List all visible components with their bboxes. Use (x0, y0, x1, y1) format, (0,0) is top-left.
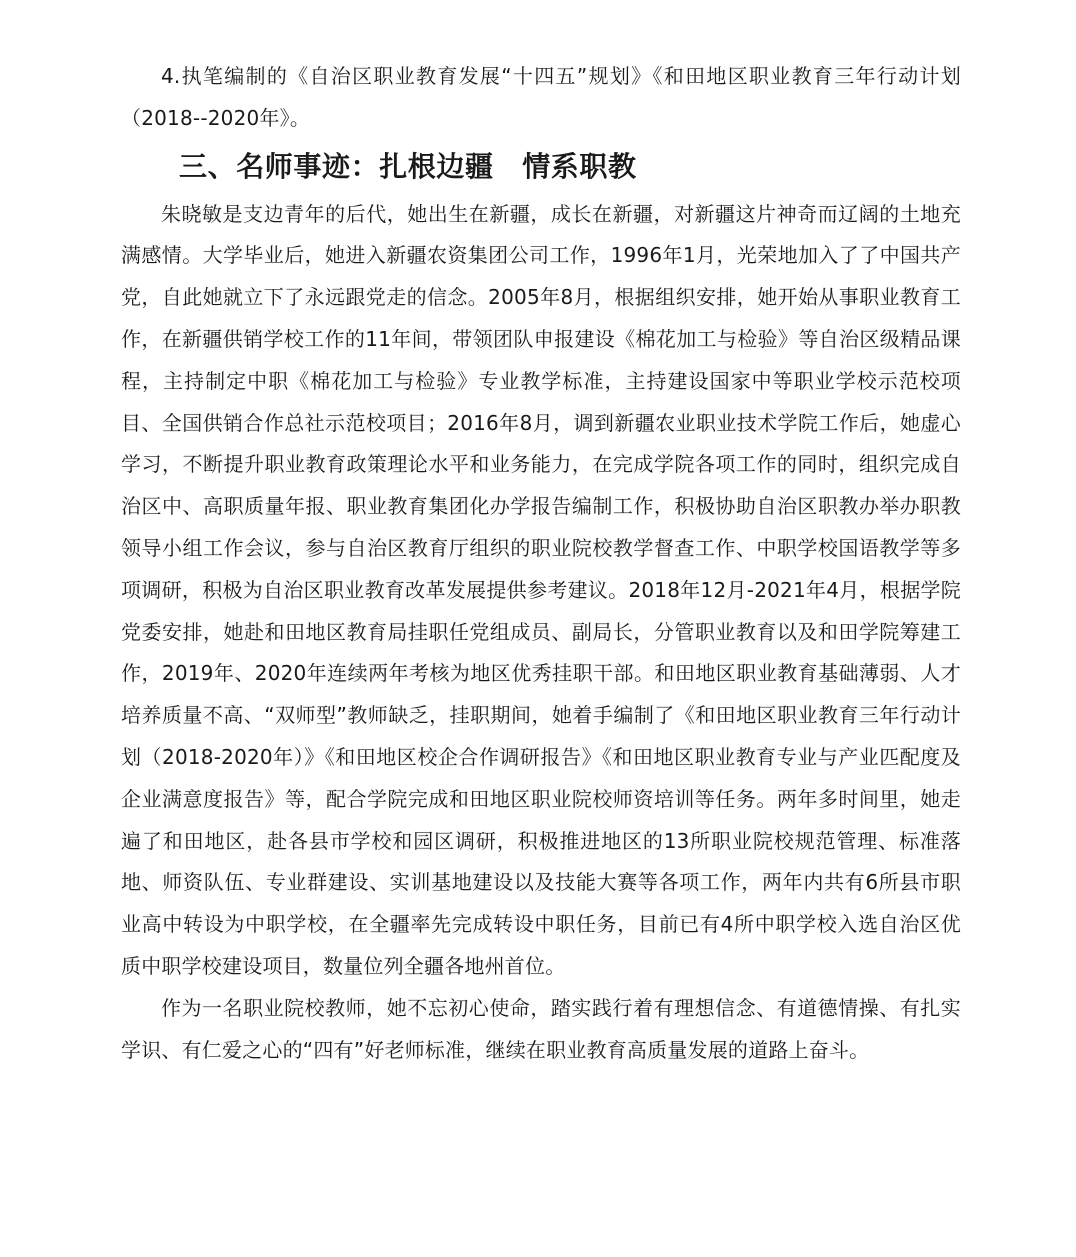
document-body (121, 56, 961, 1071)
list-item-4: 4.执笔编制的《自治区职业教育发展“十四五”规划》《和田地区职业教育三年行动计划（2018--2020年》。 (121, 64, 961, 130)
section-heading: 三、名师事迹：扎根边疆 情系职教 (179, 149, 637, 183)
body-paragraph-2: 作为一名职业院校教师，她不忘初心使命，踏实践行着有理想信念、有道德情操、有扎实学识、有仁爱之心的“四有”好老师标准，继续在职业教育高质量发展的道路上奋斗。 (121, 995, 961, 1062)
body-paragraph-1: 朱晓敏是支边青年的后代，她出生在新疆，成长在新疆，对新疆这片神奇而辽阔的土地充满感情。大学毕业后，她进入新疆农资集团公司工作，1996年1月，光荣地加入了了中国共产党，自此她就立下了永远跟党走的信念。2005年8月，根据组织安排，她开始从事职业教育工作，在新疆供销学校工作的11年间，带领团队申报建设《棉花加工与检验》等自治区级精品课程，主持制定中职《棉花加工与检验》专业教学标准，主持建设国家中等职业学校示范校项目、全国供销合作总社示范校项目；2016年8月，调到新疆农业职业技术学院工作后，她虚心学习，不断提升职业教育政策理论水平和业务能力，在完成学院各项工作的同时，组织完成自治区中、高职质量年报、职业教育集团化办学报告编制工作，积极协助自治区职教办举办职教领导小组工作会议，参与自治区教育厅组织的职业院校教学督查工作、中职学校国语教学等多项调研，积极为自治区职业教育改革发展提供参考建议。2018年12月-2021年4月，根据学院党委安排，她赴和田地区教育局挂职任党组成员、副局长，分管职业教育以及和田学院筹建工作，2019年、2020年连续两年考核为地区优秀挂职干部。和田地区职业教育基础薄弱、人才培养质量不高、“双师型”教师缺乏，挂职期间，她着手编制了《和田地区职业教育三年行动计划（2018-2020年）》《和田地区校企合作调研报告》《和田地区职业教育专业与产业匹配度及企业满意度报告》等，配合学院完成和田地区职业院校师资培训等任务。两年多时间里，她走遍了和田地区，赴各县市学校和园区调研，积极推进地区的13所职业院校规范管理、标准落地、师资队伍、专业群建设、实训基地建设以及技能大赛等各项工作，两年内共有6所县市职业高中转设为中职学校，在全疆率先完成转设中职任务，目前已有4所中职学校入选自治区优质中职学校建设项目，数量位列全疆各地州首位。 (121, 201, 961, 978)
